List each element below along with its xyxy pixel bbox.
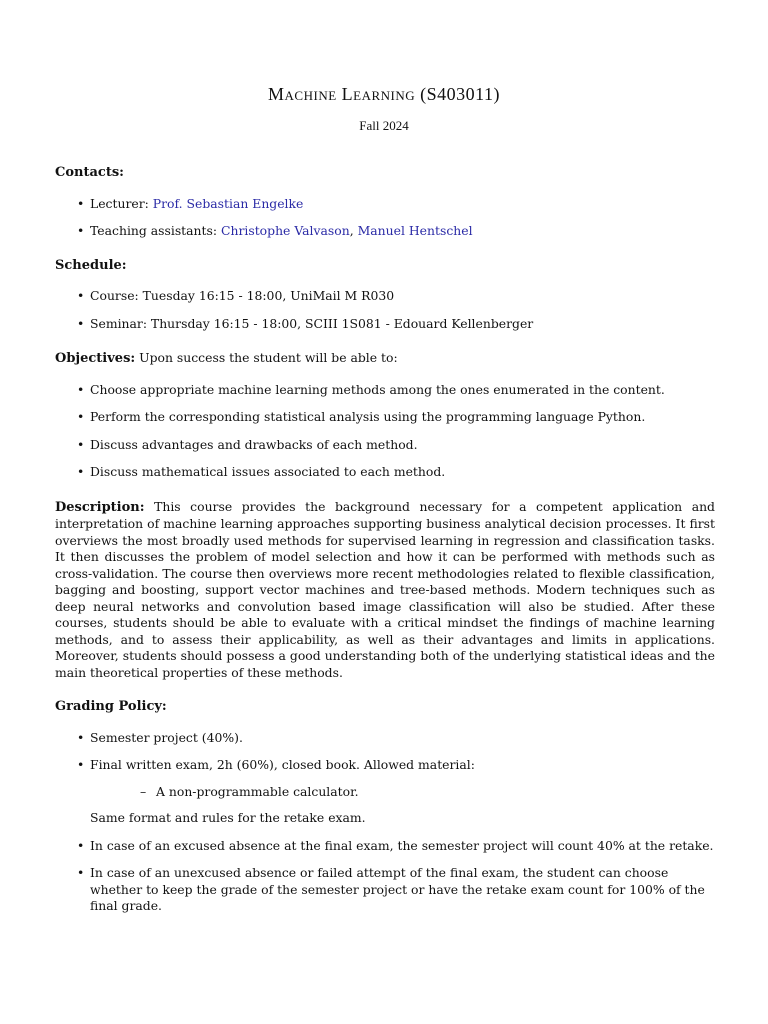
description-heading: Description: <box>55 499 145 515</box>
grading-item-excused: • In case of an excused absence at the final exam, the semester project will count 40% at the retake. <box>55 838 715 855</box>
objective-item: • Choose appropriate machine learning methods among the ones enumerated in the content. <box>55 382 715 399</box>
lecturer-label: Lecturer: <box>90 195 149 211</box>
objectives-intro-line <box>55 350 715 368</box>
retake-format-note: Same format and rules for the retake exam. <box>90 810 366 825</box>
objective-item: • Perform the corresponding statistical analysis using the programming language Python. <box>55 409 715 426</box>
objectives-list <box>55 382 715 481</box>
objectives-heading: Objectives: <box>55 351 136 366</box>
grading-item-exam <box>55 757 715 827</box>
schedule-list <box>55 288 715 332</box>
ta-separator: , <box>349 223 354 238</box>
document-body <box>55 165 715 933</box>
ta-label: Teaching assistants: <box>90 223 218 238</box>
schedule-heading: Schedule: <box>55 257 127 273</box>
teaching-assistants-item <box>55 223 715 240</box>
grading-list <box>55 730 715 915</box>
allowed-material-item: – A non-programmable calculator. <box>90 784 715 801</box>
ta-link-hentschel[interactable]: Manuel Hentschel <box>357 223 473 238</box>
grading-heading: Grading Policy: <box>55 699 167 714</box>
objective-item: • Discuss advantages and drawbacks of each method. <box>55 437 715 454</box>
course-title: Machine Learning (S403011) <box>268 84 500 104</box>
course-term: Fall 2024 <box>359 118 409 133</box>
lecturer-link[interactable]: Prof. Sebastian Engelke <box>152 195 304 211</box>
ta-link-valvason[interactable]: Christophe Valvason <box>221 223 350 238</box>
schedule-course-item: • Course: Tuesday 16:15 - 18:00, UniMail M R030 <box>55 288 715 305</box>
description-text: This course provides the background necessary for a competent application and interpretation of machine learning approaches supporting business analytical decision processes. It first overviews the most broadly used methods for supervised learning in regression and classification tasks. It then discusses the problem of model selection and how it can be performed with methods such as cross-validation. The course then overviews more recent methodologies related to flexible classification, bagging and boosting, support vector machines and tree-based methods. Modern techniques such as deep neural networks and convolution based image classification will also be studied. After these courses, students should be able to evaluate with a critical mindset the findings of machine learning methods, and to assess their applicability, as well as their advantages and limits in applications. Moreover, students should possess a good understanding both of the underlying statistical ideas and the main theoretical properties of these methods. <box>55 498 715 680</box>
grading-item-project: • Semester project (40%). <box>55 730 715 747</box>
description-paragraph <box>55 499 715 682</box>
grading-item-unexcused: • In case of an unexcused absence or failed attempt of the final exam, the student can choose whether to keep the grade of the semester project or have the retake exam count for 100% of the final grade. <box>55 865 715 915</box>
lecturer-item <box>55 196 715 213</box>
grading-exam-text: • Final written exam, 2h (60%), closed book. Allowed material: <box>90 757 475 772</box>
objective-item: • Discuss mathematical issues associated to each method. <box>55 464 715 481</box>
objectives-intro: Upon success the student will be able to: <box>139 350 398 365</box>
contacts-heading: Contacts: <box>55 165 124 180</box>
schedule-seminar-item: • Seminar: Thursday 16:15 - 18:00, SCIII 1S081 - Edouard Kellenberger <box>55 316 715 333</box>
contacts-list <box>55 196 715 240</box>
